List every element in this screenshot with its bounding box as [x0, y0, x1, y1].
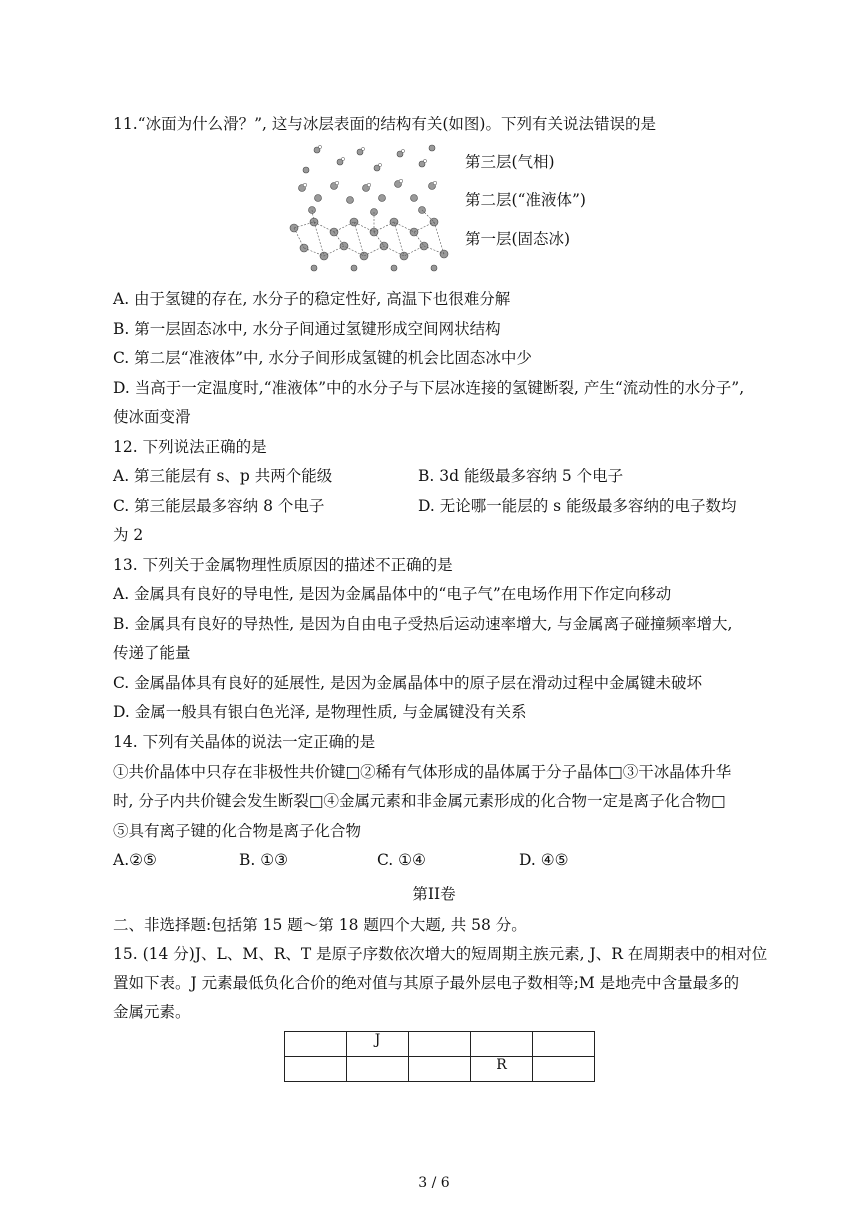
figure-label-gas-layer: 第三层(气相)	[465, 153, 555, 171]
q13-option-d: D. 金属一般具有银白色光泽, 是物理性质, 与金属键没有关系	[113, 703, 527, 721]
table-cell	[347, 1057, 409, 1082]
figure-label-solid-ice-layer: 第一层(固态冰)	[465, 230, 571, 248]
section-title: 第II卷	[412, 885, 456, 903]
q15-text-line: 置如下表。J 元素最低负化合价的绝对值与其原子最外层电子数相等;M 是地壳中含量最多的	[113, 974, 740, 992]
q15-text-line: 15. (14 分)J、L、M、R、T 是原子序数依次增大的短周期主族元素, J、R 在周期表中的相对位	[113, 945, 768, 963]
table-row	[285, 1057, 595, 1082]
q12-option-d: D. 无论哪一能层的 s 能级最多容纳的电子数均	[418, 497, 737, 515]
q14-statement-line: ①共价晶体中只存在非极性共价键□②稀有气体形成的晶体属于分子晶体□③干冰晶体升华	[113, 763, 732, 781]
table-cell	[533, 1032, 595, 1057]
q14-option-d: D. ④⑤	[519, 851, 569, 869]
q12-option-b: B. 3d 能级最多容纳 5 个电子	[418, 467, 624, 485]
q12-option-d-continued: 为 2	[113, 526, 144, 544]
section-intro: 二、非选择题:包括第 15 题～第 18 题四个大题, 共 58 分。	[113, 916, 527, 934]
q11-option-b: B. 第一层固态冰中, 水分子间通过氢键形成空间网状结构	[113, 320, 501, 338]
q11-option-c: C. 第二层“准液体”中, 水分子间形成氢键的机会比固态冰中少	[113, 349, 532, 367]
table-cell: R	[471, 1057, 533, 1082]
q14-option-c: C. ①④	[377, 851, 426, 869]
table-cell	[285, 1032, 347, 1057]
ice-surface-structure-figure	[282, 140, 462, 275]
q14-statement-line: ⑤具有离子键的化合物是离子化合物	[113, 822, 362, 840]
table-cell	[471, 1032, 533, 1057]
table-cell	[409, 1032, 471, 1057]
q14-stem: 14. 下列有关晶体的说法一定正确的是	[113, 733, 376, 751]
periodic-position-table	[284, 1031, 595, 1082]
figure-label-quasi-liquid-layer: 第二层(“准液体”)	[465, 191, 586, 209]
q14-option-b: B. ①③	[239, 851, 289, 869]
q11-option-d-continued: 使冰面变滑	[113, 408, 191, 426]
table-row	[285, 1032, 595, 1057]
table-cell	[285, 1057, 347, 1082]
q11-option-a: A. 由于氢键的存在, 水分子的稳定性好, 高温下也很难分解	[113, 290, 511, 308]
q13-option-b: B. 金属具有良好的导热性, 是因为自由电子受热后运动速率增大, 与金属离子碰撞频率增大,	[113, 615, 733, 633]
q14-statement-line: 时, 分子内共价键会发生断裂□④金属元素和非金属元素形成的化合物一定是离子化合物□	[113, 792, 726, 810]
q13-option-a: A. 金属具有良好的导电性, 是因为金属晶体中的“电子气”在电场作用下作定向移动	[113, 585, 672, 603]
q11-option-d: D. 当高于一定温度时,“准液体”中的水分子与下层冰连接的氢键断裂, 产生“流动性的水分子”,	[113, 379, 745, 397]
q12-option-c: C. 第三能层最多容纳 8 个电子	[113, 497, 325, 515]
q12-option-a: A. 第三能层有 s、p 共两个能级	[113, 467, 333, 485]
q12-stem: 12. 下列说法正确的是	[113, 438, 267, 456]
table-cell: J	[347, 1032, 409, 1057]
q13-option-c: C. 金属晶体具有良好的延展性, 是因为金属晶体中的原子层在滑动过程中金属键未破坏	[113, 674, 703, 692]
q13-stem: 13. 下列关于金属物理性质原因的描述不正确的是	[113, 556, 453, 574]
table-cell	[409, 1057, 471, 1082]
q11-stem: 11.“冰面为什么滑？”, 这与冰层表面的结构有关(如图)。下列有关说法错误的是	[113, 115, 656, 133]
page-number: 3 / 6	[418, 1175, 450, 1191]
q14-option-a: A.②⑤	[113, 851, 157, 869]
table-cell	[533, 1057, 595, 1082]
q13-option-b-continued: 传递了能量	[113, 644, 191, 662]
q15-text-line: 金属元素。	[113, 1003, 191, 1021]
